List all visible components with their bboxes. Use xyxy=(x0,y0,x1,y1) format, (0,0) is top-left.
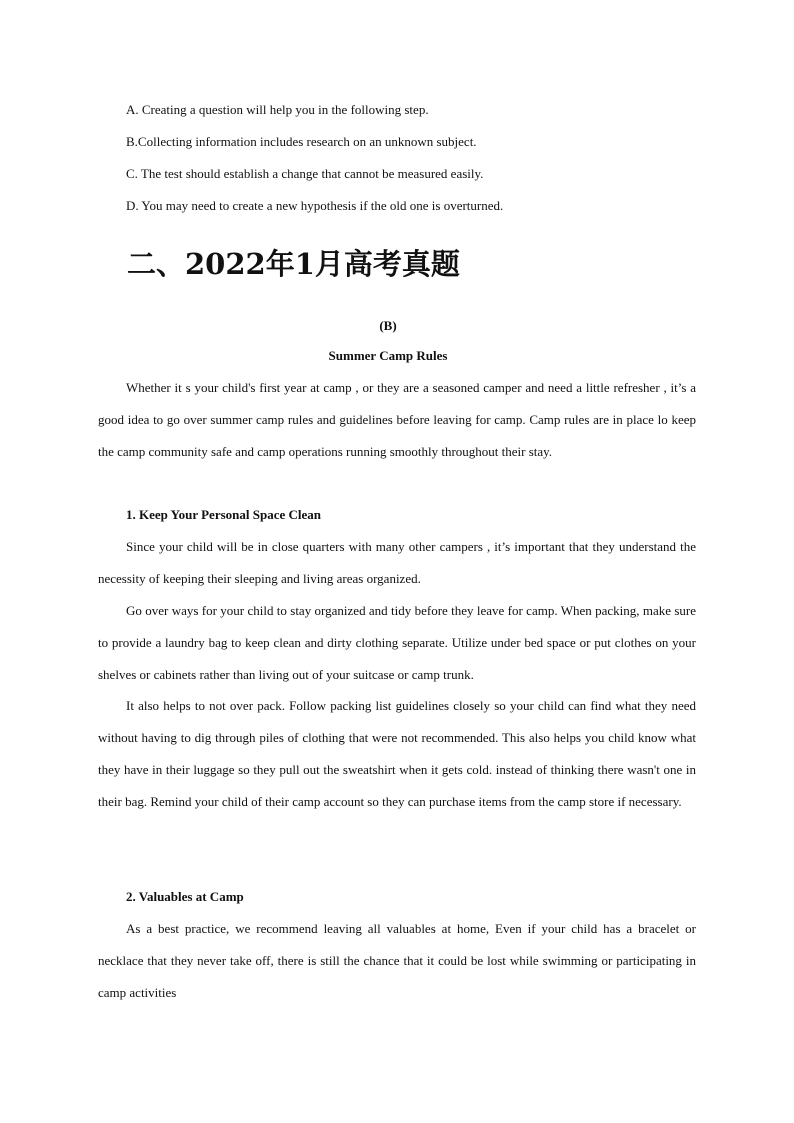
option-a: A. Creating a question will help you in the following step. xyxy=(126,102,429,117)
subheading-personal-space: 1. Keep Your Personal Space Clean xyxy=(126,507,321,522)
option-d: D. You may need to create a new hypothesis if the old one is overturned. xyxy=(126,198,504,213)
paragraph-intro: Whether it s your child's first year at camp , or they are a seasoned camper and need a little refresher , it’s a good idea to go over summer camp rules and guidelines before leaving for camp. Camp rules are in place lo keep the camp community safe and camp operations running smoothly throughout their stay. xyxy=(98,380,696,459)
option-c: C. The test should establish a change that cannot be measured easily. xyxy=(126,166,484,181)
passage-label: (B) xyxy=(379,318,397,333)
paragraph-over-pack: It also helps to not over pack. Follow packing list guidelines closely so your child can find what they need without having to dig through piles of clothing that were not recommended. This also helps you child know what they have in their luggage so they pull out the sweatshirt when it gets cold. instead of thinking there wasn't one in their bag. Remind your child of their camp account so they can purchase items from the camp store if necessary. xyxy=(98,698,696,809)
paragraph-close-quarters: Since your child will be in close quarters with many other campers , it’s important that they understand the necessity of keeping their sleeping and living areas organized. xyxy=(98,539,696,586)
subheading-valuables: 2. Valuables at Camp xyxy=(126,889,244,904)
option-b: B.Collecting information includes research on an unknown subject. xyxy=(126,134,477,149)
paragraph-stay-organized: Go over ways for your child to stay organized and tidy before they leave for camp. When packing, make sure to provide a laundry bag to keep clean and dirty clothing separate. Utilize under bed space or put clothes on your shelves or cabinets rather than living out of your suitcase or camp trunk. xyxy=(98,603,696,682)
section-heading: 二、2022年1月高考真题 xyxy=(127,247,460,281)
passage-title: Summer Camp Rules xyxy=(328,348,448,363)
paragraph-valuables: As a best practice, we recommend leaving all valuables at home, Even if your child has a bracelet or necklace that they never take off, there is still the chance that it could be lost while swimming or participating in camp activities xyxy=(98,921,696,1000)
